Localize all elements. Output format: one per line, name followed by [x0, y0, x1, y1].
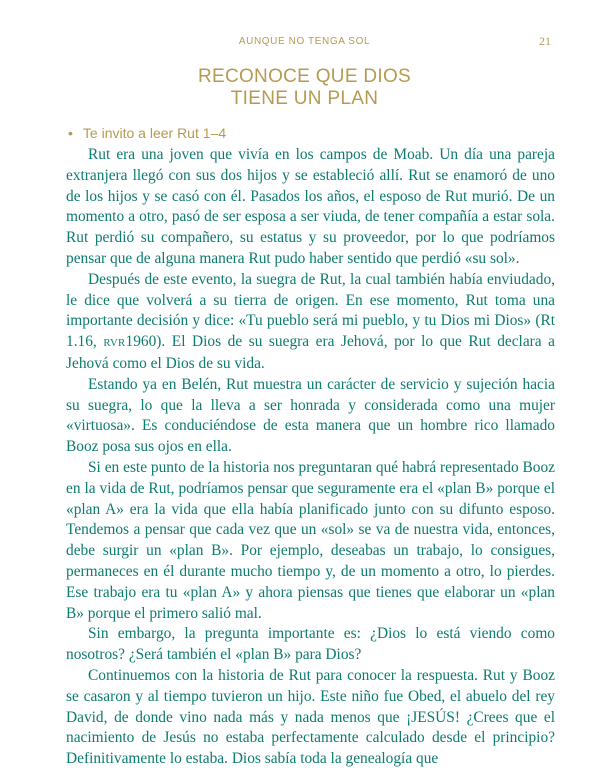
reading-reference-text: Te invito a leer Rut 1–4 [82, 125, 227, 141]
chapter-title-line-2: TIENE UN PLAN [230, 88, 379, 109]
body-text [66, 145, 555, 770]
paragraph-5: Sin embargo, la pregunta importante es: ¿Dios lo está viendo como nosotros? ¿Será también el «plan B» para Dios? [66, 625, 555, 664]
reading-reference [68, 125, 226, 141]
chapter-title [0, 66, 609, 110]
paragraph-2-part-b: 1960). El Dios de su suegra era Jehová, por lo que Rut declara a Jehová como el Dios de su vida. [66, 333, 555, 372]
version-abbreviation: RVR [103, 337, 126, 350]
paragraph-2 [66, 270, 555, 375]
paragraph-1: Rut era una joven que vivía en los campos de Moab. Un día una pareja extranjera llegó con sus dos hijos y se estableció allí. Rut se enamoró de uno de los hijos y se casó con él. Pasados los años, el esposo de Rut murió. De un momento a otro, pasó de ser esposa a ser viuda, de tener compañía a estar sola. Rut perdió su compañero, su estatus y su proveedor, por lo que podríamos pensar que de alguna manera Rut pudo haber sentido que perdió «su sol». [66, 146, 555, 267]
paragraph-3: Estando ya en Belén, Rut muestra un carácter de servicio y sujeción hacia su suegra, lo que la lleva a ser honrada y considerada como una mujer «virtuosa». Es conduciéndose de esta manera que un hombre rico llamado Booz posa sus ojos en ella. [66, 375, 555, 456]
bullet-icon: • [68, 125, 73, 141]
paragraph-4: Si en este punto de la historia nos preguntaran qué habrá representado Booz en la vida de Rut, podríamos pensar que seguramente era el «plan B» porque el «plan A» era la vida que ella había planificado junto con su difunto esposo. Tendemos a pensar que cada vez que un «sol» se va de nuestra vida, entonces, debe surgir un «plan B». Por ejemplo, deseabas un trabajo, lo consigues, permaneces en él durante mucho tiempo y, de un momento a otro, lo pierdes. Ese trabajo era tu «plan A» y ahora piensas que tienes que elaborar un «plan B» porque el primero salió mal. [66, 458, 555, 622]
paragraph-6: Continuemos con la historia de Rut para conocer la respuesta. Rut y Booz se casaron y al tiempo tuvieron un hijo. Este niño fue Obed, el abuelo del rey David, de donde vino nada más y nada menos que ¡JESÚS! ¿Crees que el nacimiento de Jesús no estaba perfectamente calculado desde el principio? Definitivamente lo estaba. Dios sabía toda la genealogía que [66, 666, 555, 768]
paragraph-2-part-a: Después de este evento, la suegra de Rut, la cual también había enviudado, le dice que volverá a su tierra de origen. En ese momento, Rut toma una importante decisión y dice: «Tu pueblo será mi pueblo, y tu Dios mi Dios» (Rt 1.16, [66, 270, 555, 351]
page-number: 21 [539, 34, 551, 48]
running-head: AUNQUE NO TENGA SOL [238, 36, 371, 47]
chapter-title-line-1: RECONOCE QUE DIOS [197, 66, 412, 87]
